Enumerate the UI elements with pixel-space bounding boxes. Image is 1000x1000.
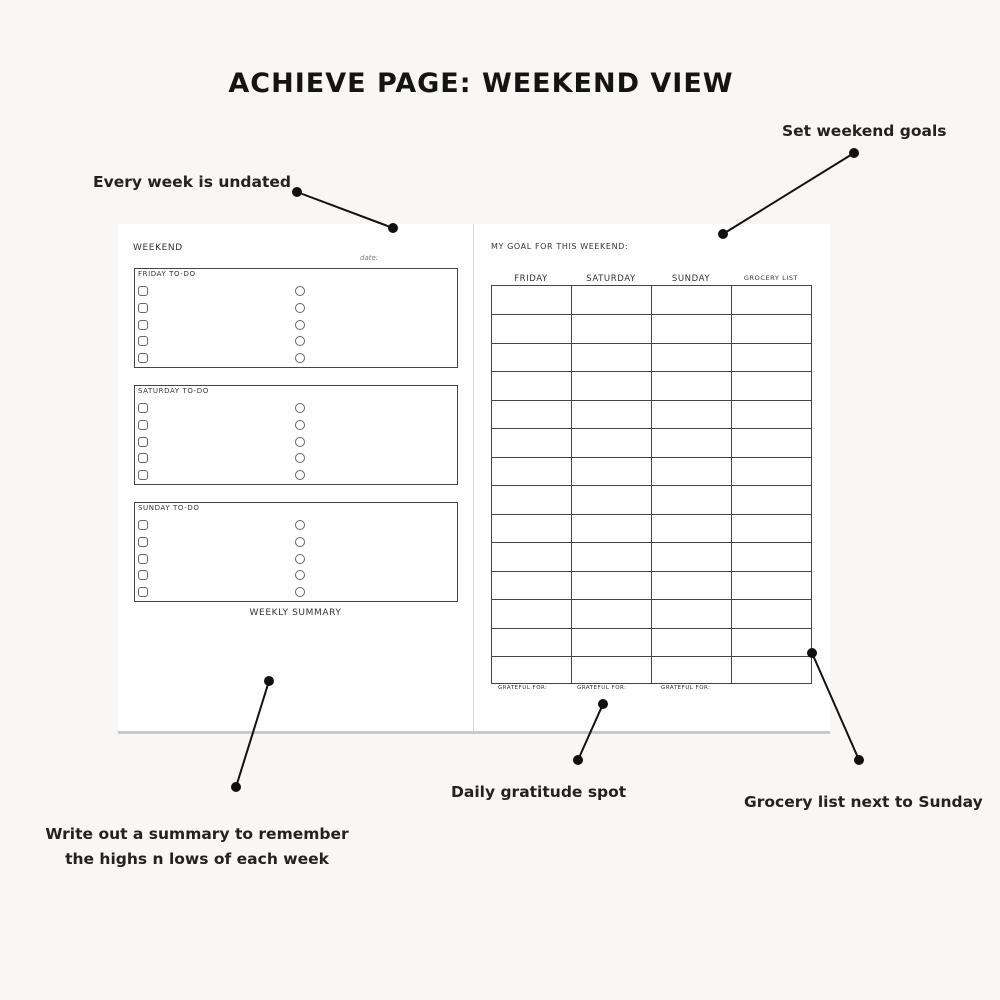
saturday-todo-title: SATURDAY TO-DO — [138, 387, 209, 395]
leader-dot — [265, 677, 273, 685]
leader-dot — [855, 756, 863, 764]
date-label: date: — [360, 254, 379, 262]
col-head-grocery: GROCERY LIST — [743, 274, 799, 282]
callout-summary-line1: Write out a summary to remember — [45, 825, 349, 843]
friday-todo-title: FRIDAY TO-DO — [138, 270, 196, 278]
grateful-label-saturday: GRATEFUL FOR: — [577, 685, 627, 691]
callout-undated: Every week is undated — [93, 173, 291, 191]
leader-dot — [808, 649, 816, 657]
callout-gratitude: Daily gratitude spot — [451, 783, 627, 801]
col-head-friday: FRIDAY — [514, 274, 548, 284]
leader-summary — [236, 681, 269, 787]
grateful-label-sunday: GRATEFUL FOR: — [661, 685, 711, 691]
leader-dot — [850, 149, 858, 157]
leader-goals — [723, 153, 854, 234]
goal-label: MY GOAL FOR THIS WEEKEND: — [491, 242, 629, 251]
leader-gratitude — [578, 704, 603, 760]
leader-dot — [389, 224, 397, 232]
col-head-sunday: SUNDAY — [671, 274, 711, 284]
callout-grocery: Grocery list next to Sunday — [744, 793, 983, 811]
leader-dot — [599, 700, 607, 708]
leader-dot — [232, 783, 240, 791]
sunday-todo-title: SUNDAY TO-DO — [138, 504, 200, 512]
page-title: ACHIEVE PAGE: WEEKEND VIEW — [228, 68, 734, 99]
callout-goals: Set weekend goals — [782, 122, 947, 140]
leader-dot — [719, 230, 727, 238]
leader-dot — [293, 188, 301, 196]
leader-grocery — [812, 653, 859, 760]
weekend-heading: WEEKEND — [133, 243, 183, 253]
leader-undated — [297, 192, 393, 228]
leader-dot — [574, 756, 582, 764]
callout-summary-line2: the highs n lows of each week — [65, 850, 329, 868]
grateful-label-friday: GRATEFUL FOR: — [498, 685, 548, 691]
weekly-summary-label: WEEKLY SUMMARY — [249, 608, 342, 618]
col-head-saturday: SATURDAY — [586, 274, 636, 284]
